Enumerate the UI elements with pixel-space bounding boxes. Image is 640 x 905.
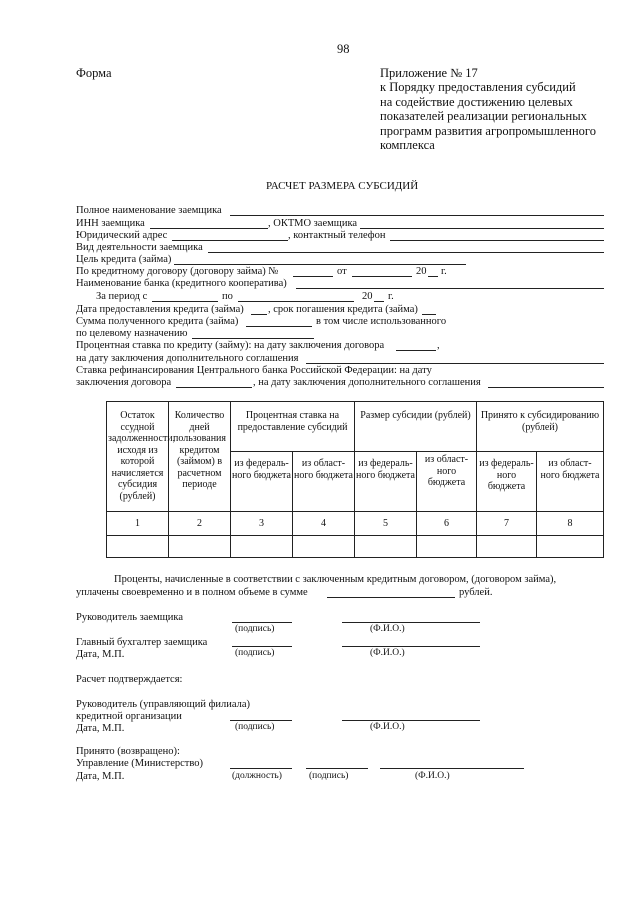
annex-line: программ развития агропромышленного	[380, 123, 596, 138]
signature-caption: (подпись)	[235, 624, 275, 634]
header-days: Количество дней пользования кредитом (займом) в расчетном периоде	[169, 402, 231, 512]
signature-caption: (подпись)	[235, 648, 275, 658]
header-size-federal: из федераль- ного бюджета	[355, 452, 417, 512]
repay-term-line[interactable]	[422, 314, 436, 315]
header-interest-rate: Процентная ставка на предоставление субсидий	[231, 402, 355, 452]
period-to-label: по	[222, 291, 233, 302]
column-number: 6	[417, 512, 477, 536]
table-cell[interactable]	[537, 536, 604, 558]
period-year-line[interactable]	[374, 301, 384, 302]
phone-label: , контактный телефон	[288, 230, 386, 241]
header-rate-federal: из федераль- ного бюджета	[231, 452, 293, 512]
grant-date-line[interactable]	[251, 314, 267, 315]
column-number: 5	[355, 512, 417, 536]
bank-head-label-1: Руководитель (управляющий филиала)	[76, 699, 250, 710]
page-number: 98	[337, 42, 350, 56]
annex-line: к Порядку предоставления субсидий	[380, 80, 576, 95]
borrower-head-label: Руководитель заемщика	[76, 612, 184, 623]
contract-number-line[interactable]	[293, 276, 333, 277]
bank-head-label-2: кредитной организации	[76, 711, 182, 722]
header-size-regional: из област- ного бюджета	[417, 452, 477, 512]
fio-caption: (Ф.И.О.)	[370, 722, 405, 732]
contract-year-line[interactable]	[428, 276, 438, 277]
grant-date-label: Дата предоставления кредита (займа)	[76, 304, 244, 315]
ministry-fio-line[interactable]	[380, 768, 524, 769]
oktmo-label: , ОКТМО заемщика	[268, 218, 358, 229]
contract-from-label: от	[337, 266, 347, 277]
rate-label: Процентная ставка по кредиту (займу): на дату заключения договора	[76, 340, 385, 351]
table-cell[interactable]	[355, 536, 417, 558]
contract-year-prefix: 20	[416, 266, 427, 277]
table-cell[interactable]	[169, 536, 231, 558]
column-number: 7	[477, 512, 537, 536]
accepted-label: Принято (возвращено):	[76, 746, 180, 757]
refin-contract-label: заключения договора	[76, 377, 172, 388]
borrower-head-signature-line[interactable]	[232, 622, 292, 623]
table-cell[interactable]	[477, 536, 537, 558]
amount-line[interactable]	[246, 326, 312, 327]
paragraph-line-2: уплачены своевременно и в полном объеме в сумме	[76, 587, 308, 598]
rate-comma: ,	[437, 340, 440, 351]
header-accepted: Принято к субсидированию (рублей)	[477, 402, 604, 452]
annex-line: показателей реализации региональных	[380, 109, 587, 124]
by-purpose-line[interactable]	[192, 338, 314, 339]
rate-contract-line[interactable]	[396, 350, 436, 351]
activity-line[interactable]	[208, 252, 604, 253]
annex-line: комплекса	[380, 137, 435, 152]
refin-supp-line[interactable]	[488, 387, 604, 388]
accountant-label: Главный бухгалтер заемщика	[76, 637, 208, 648]
paragraph-rubles: рублей.	[459, 587, 493, 598]
column-number: 4	[293, 512, 355, 536]
amount-label: Сумма полученного кредита (займа)	[76, 316, 239, 327]
period-year-prefix: 20	[362, 291, 373, 302]
column-number: 1	[107, 512, 169, 536]
oktmo-line[interactable]	[360, 228, 604, 229]
contract-year-suffix: г.	[441, 266, 447, 277]
legal-address-label: Юридический адрес	[76, 230, 168, 241]
fio-caption: (Ф.И.О.)	[370, 648, 405, 658]
ministry-signature-line[interactable]	[306, 768, 368, 769]
repay-term-label: , срок погашения кредита (займа)	[268, 304, 418, 315]
header-loan-balance: Остаток ссудной задолженности, исходя из которой начисляется субсидия (рублей)	[107, 402, 169, 512]
position-caption: (должность)	[232, 771, 282, 781]
period-to-line[interactable]	[238, 301, 354, 302]
refin-contract-line[interactable]	[176, 387, 252, 388]
confirmed-label: Расчет подтверждается:	[76, 674, 183, 685]
payment-sum-line[interactable]	[327, 597, 455, 598]
header-accepted-federal: из федераль- ного бюджета	[477, 452, 537, 512]
annex-line: Приложение № 17	[380, 66, 478, 80]
activity-label: Вид деятельности заемщика	[76, 242, 203, 253]
bank-head-fio-line[interactable]	[342, 720, 480, 721]
rate-supp-label: на дату заключения дополнительного соглашения	[76, 353, 299, 364]
amount-used-label: в том числе использованного	[316, 316, 447, 327]
form-label: Форма	[76, 66, 112, 80]
table-cell[interactable]	[417, 536, 477, 558]
accountant-signature-line[interactable]	[232, 646, 292, 647]
date-mp-label: Дата, М.П.	[76, 723, 125, 734]
bank-head-signature-line[interactable]	[230, 720, 292, 721]
header-accepted-regional: из област- ного бюджета	[537, 452, 604, 512]
period-from-line[interactable]	[152, 301, 218, 302]
refin-supp-label: , на дату заключения дополнительного соглашения	[253, 377, 481, 388]
header-subsidy-size: Размер субсидии (рублей)	[355, 402, 477, 452]
inn-label: ИНН заемщика	[76, 218, 145, 229]
contract-label: По кредитному договору (договору займа) №	[76, 266, 279, 277]
bank-label: Наименование банка (кредитного кооператива)	[76, 278, 287, 289]
signature-caption: (подпись)	[235, 722, 275, 732]
ministry-position-line[interactable]	[230, 768, 292, 769]
header-rate-regional: из област- ного бюджета	[293, 452, 355, 512]
fio-caption: (Ф.И.О.)	[370, 624, 405, 634]
full-name-line[interactable]	[230, 215, 604, 216]
ministry-label: Управление (Министерство)	[76, 758, 204, 769]
period-label: За период с	[96, 291, 148, 302]
legal-address-line[interactable]	[172, 240, 288, 241]
subsidy-table	[106, 401, 604, 558]
bank-line[interactable]	[296, 288, 604, 289]
annex-block	[380, 66, 596, 152]
purpose-label: Цель кредита (займа)	[76, 254, 172, 265]
inn-line[interactable]	[150, 228, 268, 229]
contract-date-line[interactable]	[352, 276, 412, 277]
table-cell[interactable]	[293, 536, 355, 558]
period-year-suffix: г.	[388, 291, 394, 302]
signature-caption: (подпись)	[309, 771, 349, 781]
annex-line: на содействие достижению целевых	[380, 94, 573, 109]
phone-line[interactable]	[390, 240, 604, 241]
table-cell[interactable]	[231, 536, 293, 558]
by-purpose-label: по целевому назначению	[76, 328, 188, 339]
date-mp-label: Дата, М.П.	[76, 771, 125, 782]
full-name-label: Полное наименование заемщика	[76, 205, 222, 216]
accountant-fio-line[interactable]	[342, 646, 480, 647]
table-cell[interactable]	[107, 536, 169, 558]
refin-label: Ставка рефинансирования Центрального банка Российской Федерации: на дату	[76, 365, 432, 376]
date-mp-label: Дата, М.П.	[76, 649, 125, 660]
purpose-line[interactable]	[174, 264, 466, 265]
column-number: 2	[169, 512, 231, 536]
paragraph-line-1: Проценты, начисленные в соответствии с заключенным кредитным договором, (договором займа),	[114, 574, 557, 585]
rate-supp-line[interactable]	[306, 363, 604, 364]
fio-caption: (Ф.И.О.)	[415, 771, 450, 781]
borrower-head-fio-line[interactable]	[342, 622, 480, 623]
column-number: 3	[231, 512, 293, 536]
column-number: 8	[537, 512, 604, 536]
document-title: РАСЧЕТ РАЗМЕРА СУБСИДИЙ	[266, 180, 419, 192]
